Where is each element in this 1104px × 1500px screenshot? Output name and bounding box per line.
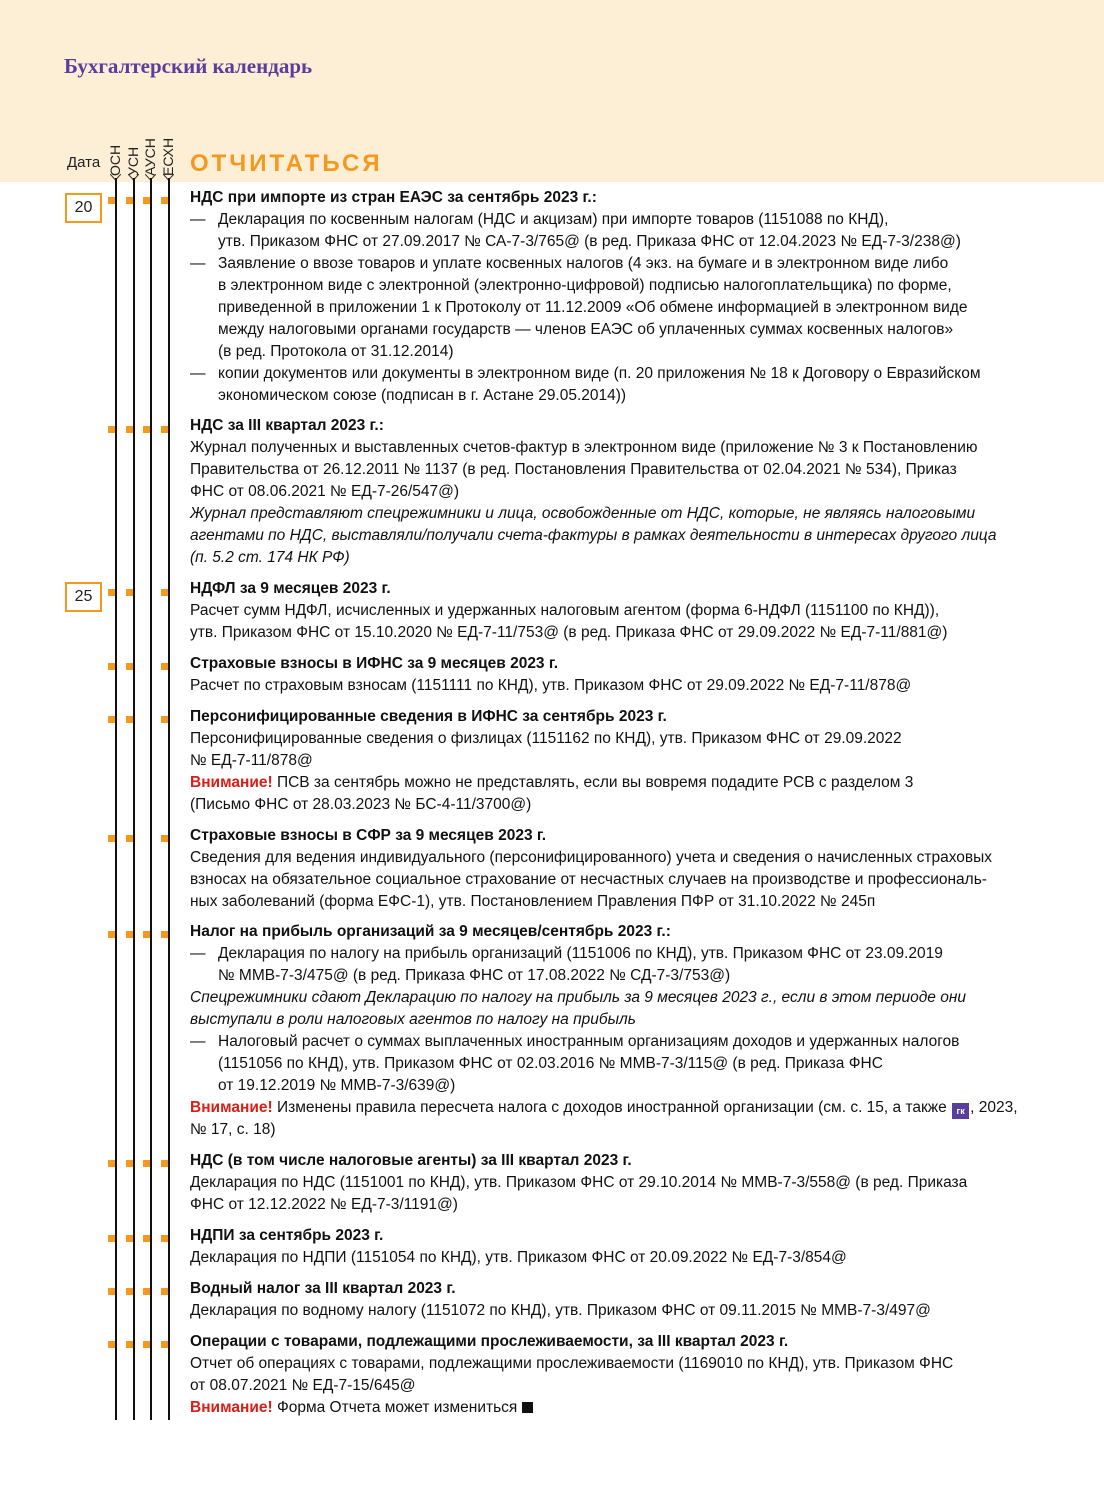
applicability-marker-icon: [108, 589, 115, 596]
applicability-marker-icon: [161, 1160, 168, 1167]
applicability-marker-icon: [161, 589, 168, 596]
applicability-marker-icon: [108, 835, 115, 842]
applicability-marker-icon: [161, 426, 168, 433]
entry-title: НДС (в том числе налоговые агенты) за III квартал 2023 г.: [190, 1152, 632, 1169]
column-line-eshn: [168, 178, 170, 1420]
entry-insurance-sfr: Страховые взносы в СФР за 9 месяцев 2023 г. Сведения для ведения индивидуального (персонифицированного) учета и сведения о начисленных страховых взносах на обязательное социальное страхование от несчастных случаев на производстве и профессиональ- ных заболеваний (форма ЕФС-1), утв. Постановлением Правления ПФР от 31.10.2022 № 245п: [190, 825, 1020, 913]
applicability-marker-icon: [161, 197, 168, 204]
applicability-marker-icon: [126, 663, 133, 670]
applicability-marker-icon: [126, 1160, 133, 1167]
applicability-marker-icon: [108, 1341, 115, 1348]
applicability-marker-icon: [161, 1341, 168, 1348]
entry-vat-agents-q3: НДС (в том числе налоговые агенты) за III квартал 2023 г. Декларация по НДС (1151001 по КНД), утв. Приказом ФНС от 29.10.2014 № ММВ-7-3/558@ (в ред. Приказа ФНС от 12.12.2022 № ЕД-7-3/1191@): [190, 1150, 1020, 1216]
applicability-marker-icon: [126, 835, 133, 842]
entry-ndfl-9m: НДФЛ за 9 месяцев 2023 г. Расчет сумм НДФЛ, исчисленных и удержанных налоговым агентом (форма 6-НДФЛ (1151100 по КНД)), утв. Приказом ФНС от 15.10.2020 № ЕД-7-11/753@ (в ред. Приказа ФНС от 29.09.2022 № ЕД-7-11/881@): [190, 578, 1020, 644]
applicability-marker-icon: [143, 426, 150, 433]
entry-personified-info: Персонифицированные сведения в ИФНС за сентябрь 2023 г. Персонифицированные сведения о физлицах (1151162 по КНД), утв. Приказом ФНС от 29.09.2022 № ЕД-7-11/878@ Внимание! ПСВ за сентябрь можно не представлять, если вы вовремя подадите РСВ с разделом 3 (Письмо ФНС от 28.03.2023 № БС-4-11/3700@): [190, 706, 1020, 816]
entry-title: Операции с товарами, подлежащими прослеживаемости, за III квартал 2023 г.: [190, 1333, 789, 1350]
entry-item: — Налоговый расчет о суммах выплаченных иностранным организациям доходов и удержанных налогов (1151056 по КНД), утв. Приказом ФНС от 02.03.2016 № ММВ-7-3/115@ (в ред. Приказа ФНС от 19.12.2019 № ММВ-7-3/639@): [190, 1033, 960, 1094]
entry-title: НДС при импорте из стран ЕАЭС за сентябрь 2023 г.:: [190, 189, 597, 206]
entry-item: — Декларация по налогу на прибыль организаций (1151006 по КНД), утв. Приказом ФНС от 23.09.2019 № ММВ-7-3/475@ (в ред. Приказа ФНС от 17.08.2022 № СД-7-3/753@): [190, 945, 943, 984]
entry-title: НДФЛ за 9 месяцев 2023 г.: [190, 580, 391, 597]
applicability-marker-icon: [126, 716, 133, 723]
entry-profit-tax: Налог на прибыль организаций за 9 месяцев/сентябрь 2023 г.: — Декларация по налогу на прибыль организаций (1151006 по КНД), утв. Приказом ФНС от 23.09.2019 № ММВ-7-3/475@ (в ред. Приказа ФНС от 17.08.2022 № СД-7-3/753@) Спецрежимники сдают Декларацию по налогу на прибыль за 9 месяцев 2023 г., если в этом периоде они выступали в роли налоговых агентов по налогу на прибыль — Налоговый расчет о суммах выплаченных иностранным организациям доходов и удержанных налогов (1151056 по КНД), утв. Приказом ФНС от 02.03.2016 № ММВ-7-3/115@ (в ред. Приказа ФНС от 19.12.2019 № ММВ-7-3/639@) Внимание! Изменены правила пересчета налога с доходов иностранной организации (см. с. 15, а также гк , 2023, № 17, с. 18): [190, 921, 1020, 1141]
applicability-marker-icon: [143, 197, 150, 204]
entry-item: — копии документов или документы в электронном виде (п. 20 приложения № 18 к Договору о Евразийском экономическом союзе (подписан в г. Астане 29.05.2014)): [190, 365, 981, 404]
applicability-marker-icon: [126, 426, 133, 433]
entry-ndpi: НДПИ за сентябрь 2023 г. Декларация по НДПИ (1151054 по КНД), утв. Приказом ФНС от 20.09.2022 № ЕД-7-3/854@: [190, 1225, 1020, 1269]
applicability-marker-icon: [126, 1235, 133, 1242]
applicability-marker-icon: [161, 835, 168, 842]
entry-title: Страховые взносы в ИФНС за 9 месяцев 2023 г.: [190, 655, 559, 672]
entry-title: Персонифицированные сведения в ИФНС за сентябрь 2023 г.: [190, 708, 667, 725]
date-box-20: 20: [65, 193, 102, 223]
applicability-marker-icon: [108, 1288, 115, 1295]
column-label-eshn: ЕСХН: [160, 137, 176, 176]
applicability-marker-icon: [143, 1341, 150, 1348]
applicability-marker-icon: [126, 589, 133, 596]
entry-item: — Декларация по косвенным налогам (НДС и акцизам) при импорте товаров (1151088 по КНД), утв. Приказом ФНС от 27.09.2017 № СА-7-3/765@ (в ред. Приказа ФНС от 12.04.2023 № ЕД-7-3/238@): [190, 211, 961, 250]
applicability-marker-icon: [126, 1288, 133, 1295]
warning-label: Внимание!: [190, 1399, 273, 1416]
column-label-osn: ОСН: [107, 144, 123, 176]
column-line-usn: [133, 178, 135, 1420]
column-line-osn: [115, 178, 117, 1420]
applicability-marker-icon: [161, 1235, 168, 1242]
applicability-marker-icon: [108, 1160, 115, 1167]
entry-water-tax: Водный налог за III квартал 2023 г. Декларация по водному налогу (1151072 по КНД), утв. Приказом ФНС от 09.11.2015 № ММВ-7-3/497@: [190, 1278, 1020, 1322]
column-line-ausn: [150, 178, 152, 1420]
gk-journal-icon: гк: [952, 1103, 969, 1119]
applicability-marker-icon: [108, 716, 115, 723]
column-label-ausn: АУСН: [142, 138, 158, 176]
applicability-marker-icon: [161, 931, 168, 938]
warning-label: Внимание!: [190, 774, 273, 791]
applicability-marker-icon: [108, 663, 115, 670]
entry-traceable-goods: Операции с товарами, подлежащими прослеживаемости, за III квартал 2023 г. Отчет об операциях с товарами, подлежащими прослеживаемости (1169010 по КНД), утв. Приказом ФНС от 08.07.2021 № ЕД-7-15/645@ Внимание! Форма Отчета может измениться: [190, 1331, 1020, 1419]
applicability-marker-icon: [143, 931, 150, 938]
applicability-marker-icon: [108, 931, 115, 938]
entry-title: НДПИ за сентябрь 2023 г.: [190, 1227, 384, 1244]
entry-vat-q3: НДС за III квартал 2023 г.: Журнал полученных и выставленных счетов-фактур в электронном виде (приложение № 3 к Постановлению Правительства от 26.12.2011 № 1137 (в ред. Постановления Правительства от 02.04.2021 № 534), Приказ ФНС от 08.06.2021 № ЕД-7-26/547@) Журнал представляют спецрежимники и лица, освобожденные от НДС, которые, не являясь налоговыми агентами по НДС, выставляли/получали счета-фактуры в рамках деятельности в интересах другого лица (п. 5.2 ст. 174 НК РФ): [190, 415, 1020, 569]
applicability-marker-icon: [143, 1235, 150, 1242]
applicability-marker-icon: [108, 1235, 115, 1242]
date-box-25: 25: [65, 582, 102, 612]
applicability-marker-icon: [161, 663, 168, 670]
applicability-marker-icon: [108, 426, 115, 433]
applicability-marker-icon: [108, 197, 115, 204]
applicability-marker-icon: [161, 1288, 168, 1295]
applicability-marker-icon: [126, 931, 133, 938]
entry-item: — Заявление о ввозе товаров и уплате косвенных налогов (4 экз. на бумаге и в электронном виде либо в электронном виде с электронной (электронно-цифровой) подписью налогоплательщика) по форме, приведенной в приложении 1 к Протоколу от 11.12.2009 «Об обмене информацией в электронном виде между налоговыми органами государств — членов ЕАЭС об уплаченных суммах косвенных налогов» (в ред. Протокола от 31.12.2014): [190, 255, 968, 360]
date-column-label: Дата: [67, 154, 101, 171]
applicability-marker-icon: [126, 197, 133, 204]
column-label-usn: УСН: [125, 146, 141, 176]
warning-label: Внимание!: [190, 1099, 273, 1116]
entry-title: Водный налог за III квартал 2023 г.: [190, 1280, 456, 1297]
entry-title: НДС за III квартал 2023 г.:: [190, 417, 384, 434]
applicability-marker-icon: [161, 716, 168, 723]
applicability-marker-icon: [143, 1160, 150, 1167]
end-of-section-icon: [522, 1402, 533, 1413]
entry-insurance-ifns: Страховые взносы в ИФНС за 9 месяцев 2023 г. Расчет по страховым взносам (1151111 по КНД), утв. Приказом ФНС от 29.09.2022 № ЕД-7-11/878@: [190, 653, 1020, 697]
applicability-marker-icon: [143, 1288, 150, 1295]
running-title: Бухгалтерский календарь: [64, 54, 313, 78]
entry-vat-import-eaeu: [190, 187, 1020, 407]
entry-title: Налог на прибыль организаций за 9 месяцев/сентябрь 2023 г.:: [190, 923, 671, 940]
section-title: ОТЧИТАТЬСЯ: [190, 150, 383, 177]
applicability-marker-icon: [126, 1341, 133, 1348]
entry-title: Страховые взносы в СФР за 9 месяцев 2023 г.: [190, 827, 547, 844]
